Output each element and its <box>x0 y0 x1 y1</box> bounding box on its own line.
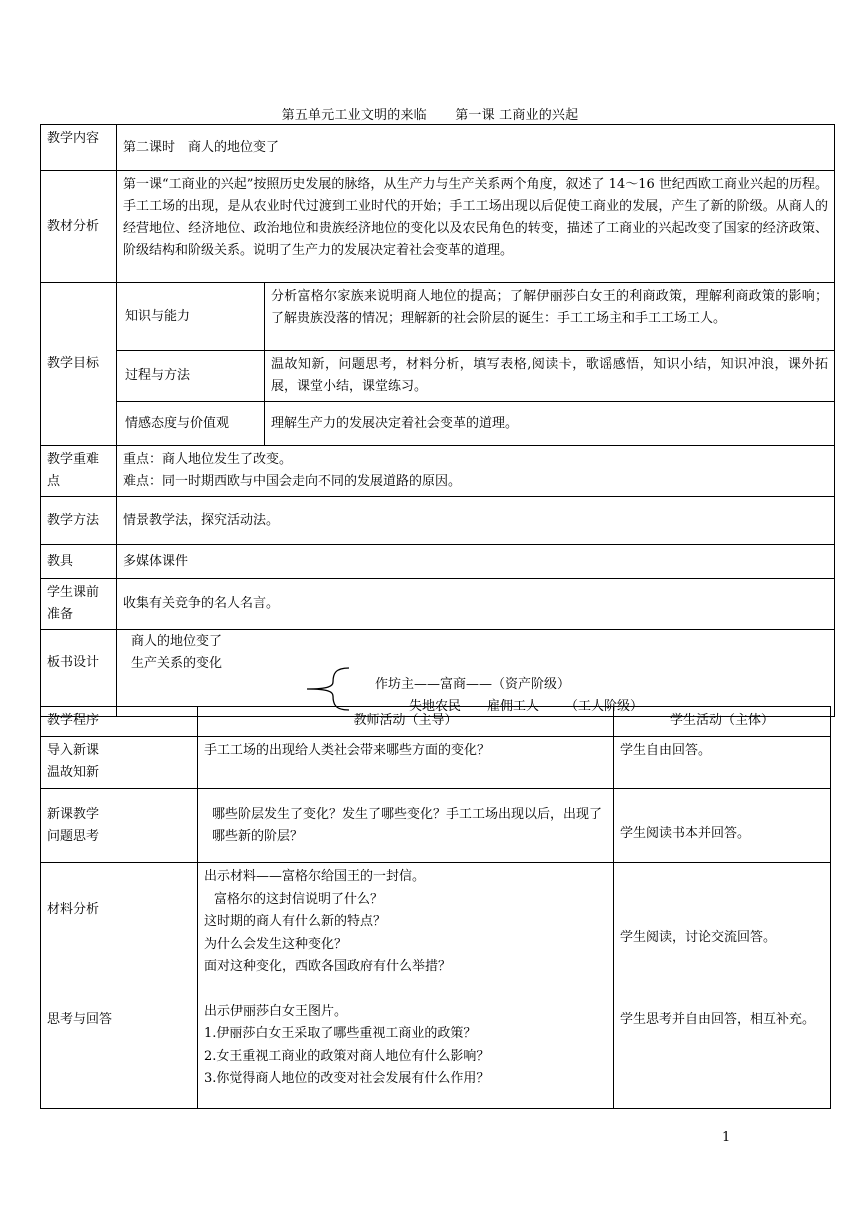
board-label: 板书设计 <box>41 630 117 717</box>
material-line: 为什么会发生这种变化？ <box>204 936 348 952</box>
tools-value: 多媒体课件 <box>117 545 835 579</box>
intro-stage-line2: 温故知新 <box>47 765 100 780</box>
content-label: 教学内容 <box>41 125 117 171</box>
table-row <box>41 283 835 351</box>
new-stage <box>41 789 198 863</box>
table-row <box>41 707 831 737</box>
board-line-workers: 失地农民——雇佣工人——（工人阶级） <box>409 699 644 714</box>
key-points-label: 教学重难点 <box>41 446 117 497</box>
content-value: 第二课时 商人的地位变了 <box>117 125 835 171</box>
material-stage-analysis: 材料分析 <box>47 902 100 917</box>
lesson-plan-table <box>40 124 835 717</box>
goal-attitude-value: 理解生产力的发展决定着社会变革的道理。 <box>265 402 835 446</box>
material-line <box>204 979 607 1001</box>
focus-text: 重点：商人地位发生了改变。 <box>123 452 293 467</box>
material-stage-thinking: 思考与回答 <box>47 1012 113 1027</box>
prep-label: 学生课前准备 <box>41 579 117 630</box>
material-stage <box>41 863 198 1109</box>
table-row <box>41 789 831 863</box>
material-student-think: 学生思考并自由回答，相互补充。 <box>620 1012 816 1027</box>
material-line: 出示伊丽莎白女王图片。 <box>204 1003 348 1019</box>
material-line: 面对这种变化，西欧各国政府有什么举措？ <box>204 959 452 974</box>
table-row <box>41 125 835 171</box>
methods-value: 情景教学法，探究活动法。 <box>117 497 835 545</box>
board-line-bourgeois: 作坊主——富商——（资产阶级） <box>375 677 571 692</box>
board-line-subtitle: 生产关系的变化 <box>131 656 223 671</box>
header-teacher: 教师活动（主导） <box>198 707 614 737</box>
new-stage-line2: 问题思考 <box>47 828 100 844</box>
table-row <box>41 863 831 1109</box>
board-line-title: 商人的地位变了 <box>131 634 223 649</box>
difficulty-text: 难点：同一时期西欧与中国会走向不同的发展道路的原因。 <box>123 474 462 489</box>
goal-knowledge-value: 分析富格尔家族来说明商人地位的提高；了解伊丽莎白女王的利商政策，理解利商政策的影响；了解贵族没落的情况；理解新的社会阶层的诞生：手工工场主和手工工场工人。 <box>265 283 835 351</box>
material-line: 1.伊丽莎白女王采取了哪些重视工商业的政策？ <box>204 1026 477 1041</box>
goal-process-label: 过程与方法 <box>117 351 265 402</box>
tools-label: 教具 <box>41 545 117 579</box>
methods-label: 教学方法 <box>41 497 117 545</box>
key-points-value <box>117 446 835 497</box>
material-line: 2.女王重视工商业的政策对商人地位有什么影响？ <box>204 1048 490 1064</box>
material-line: 富格尔的这封信说明了什么？ <box>214 891 384 907</box>
page-header <box>0 104 860 123</box>
board-design <box>117 630 835 717</box>
material-student <box>614 863 831 1109</box>
table-row <box>41 497 835 545</box>
unit-title: 第五单元工业文明的来临 <box>281 108 427 123</box>
intro-student: 学生自由回答。 <box>614 737 831 789</box>
table-row <box>41 579 835 630</box>
intro-stage <box>41 737 198 789</box>
header-student: 学生活动（主体） <box>614 707 831 737</box>
table-row <box>41 402 835 446</box>
material-line: 这时期的商人有什么新的特点？ <box>204 914 387 929</box>
intro-teacher: 手工工场的出现给人类社会带来哪些方面的变化？ <box>198 737 614 789</box>
header-stage: 教学程序 <box>41 707 198 737</box>
new-teacher: 哪些阶层发生了变化？发生了哪些变化？手工工场出现以后，出现了哪些新的阶层？ <box>198 789 614 863</box>
page-number: 1 <box>722 1130 731 1145</box>
table-row <box>41 351 835 402</box>
new-student: 学生阅读书本并回答。 <box>614 789 831 863</box>
prep-value: 收集有关竞争的名人名言。 <box>117 579 835 630</box>
goals-label: 教学目标 <box>41 283 117 446</box>
table-row <box>41 446 835 497</box>
table-row <box>41 737 831 789</box>
goal-knowledge-label: 知识与能力 <box>117 283 265 351</box>
analysis-value: 第一课“工商业的兴起”按照历史发展的脉络，从生产力与生产关系两个角度，叙述了 14～16 世纪西欧工商业兴起的历程。手工工场的出现，是从农业时代过渡到工业时代的开始；手工工场出现以后促使工商业的发展，产生了新的阶级。从商人的经营地位、经济地位、政治地位和贵族经济地位的变化以及农民角色的转变，描述了工商业的兴起改变了国家的经济政策、阶级结构和阶级关系。说明了生产力的发展决定着社会变革的道理。 <box>117 171 835 283</box>
analysis-label: 教材分析 <box>41 171 117 283</box>
material-line: 出示材料——富格尔给国王的一封信。 <box>204 869 426 884</box>
material-line: 3.你觉得商人地位的改变对社会发展有什么作用？ <box>204 1071 490 1086</box>
material-student-read: 学生阅读，讨论交流回答。 <box>620 930 777 945</box>
intro-stage-line1: 导入新课 <box>47 743 100 758</box>
table-row <box>41 545 835 579</box>
goal-attitude-label: 情感态度与价值观 <box>117 402 265 446</box>
new-stage-line1: 新课教学 <box>47 806 100 822</box>
goal-process-value: 温故知新，问题思考，材料分析，填写表格,阅读卡，歌谣感悟，知识小结，知识冲浪，课外拓展，课堂小结，课堂练习。 <box>265 351 835 402</box>
table-row <box>41 171 835 283</box>
material-teacher <box>198 863 614 1109</box>
procedure-table <box>40 706 831 1109</box>
table-row <box>41 630 835 717</box>
lesson-title: 第一课 工商业的兴起 <box>455 108 579 123</box>
